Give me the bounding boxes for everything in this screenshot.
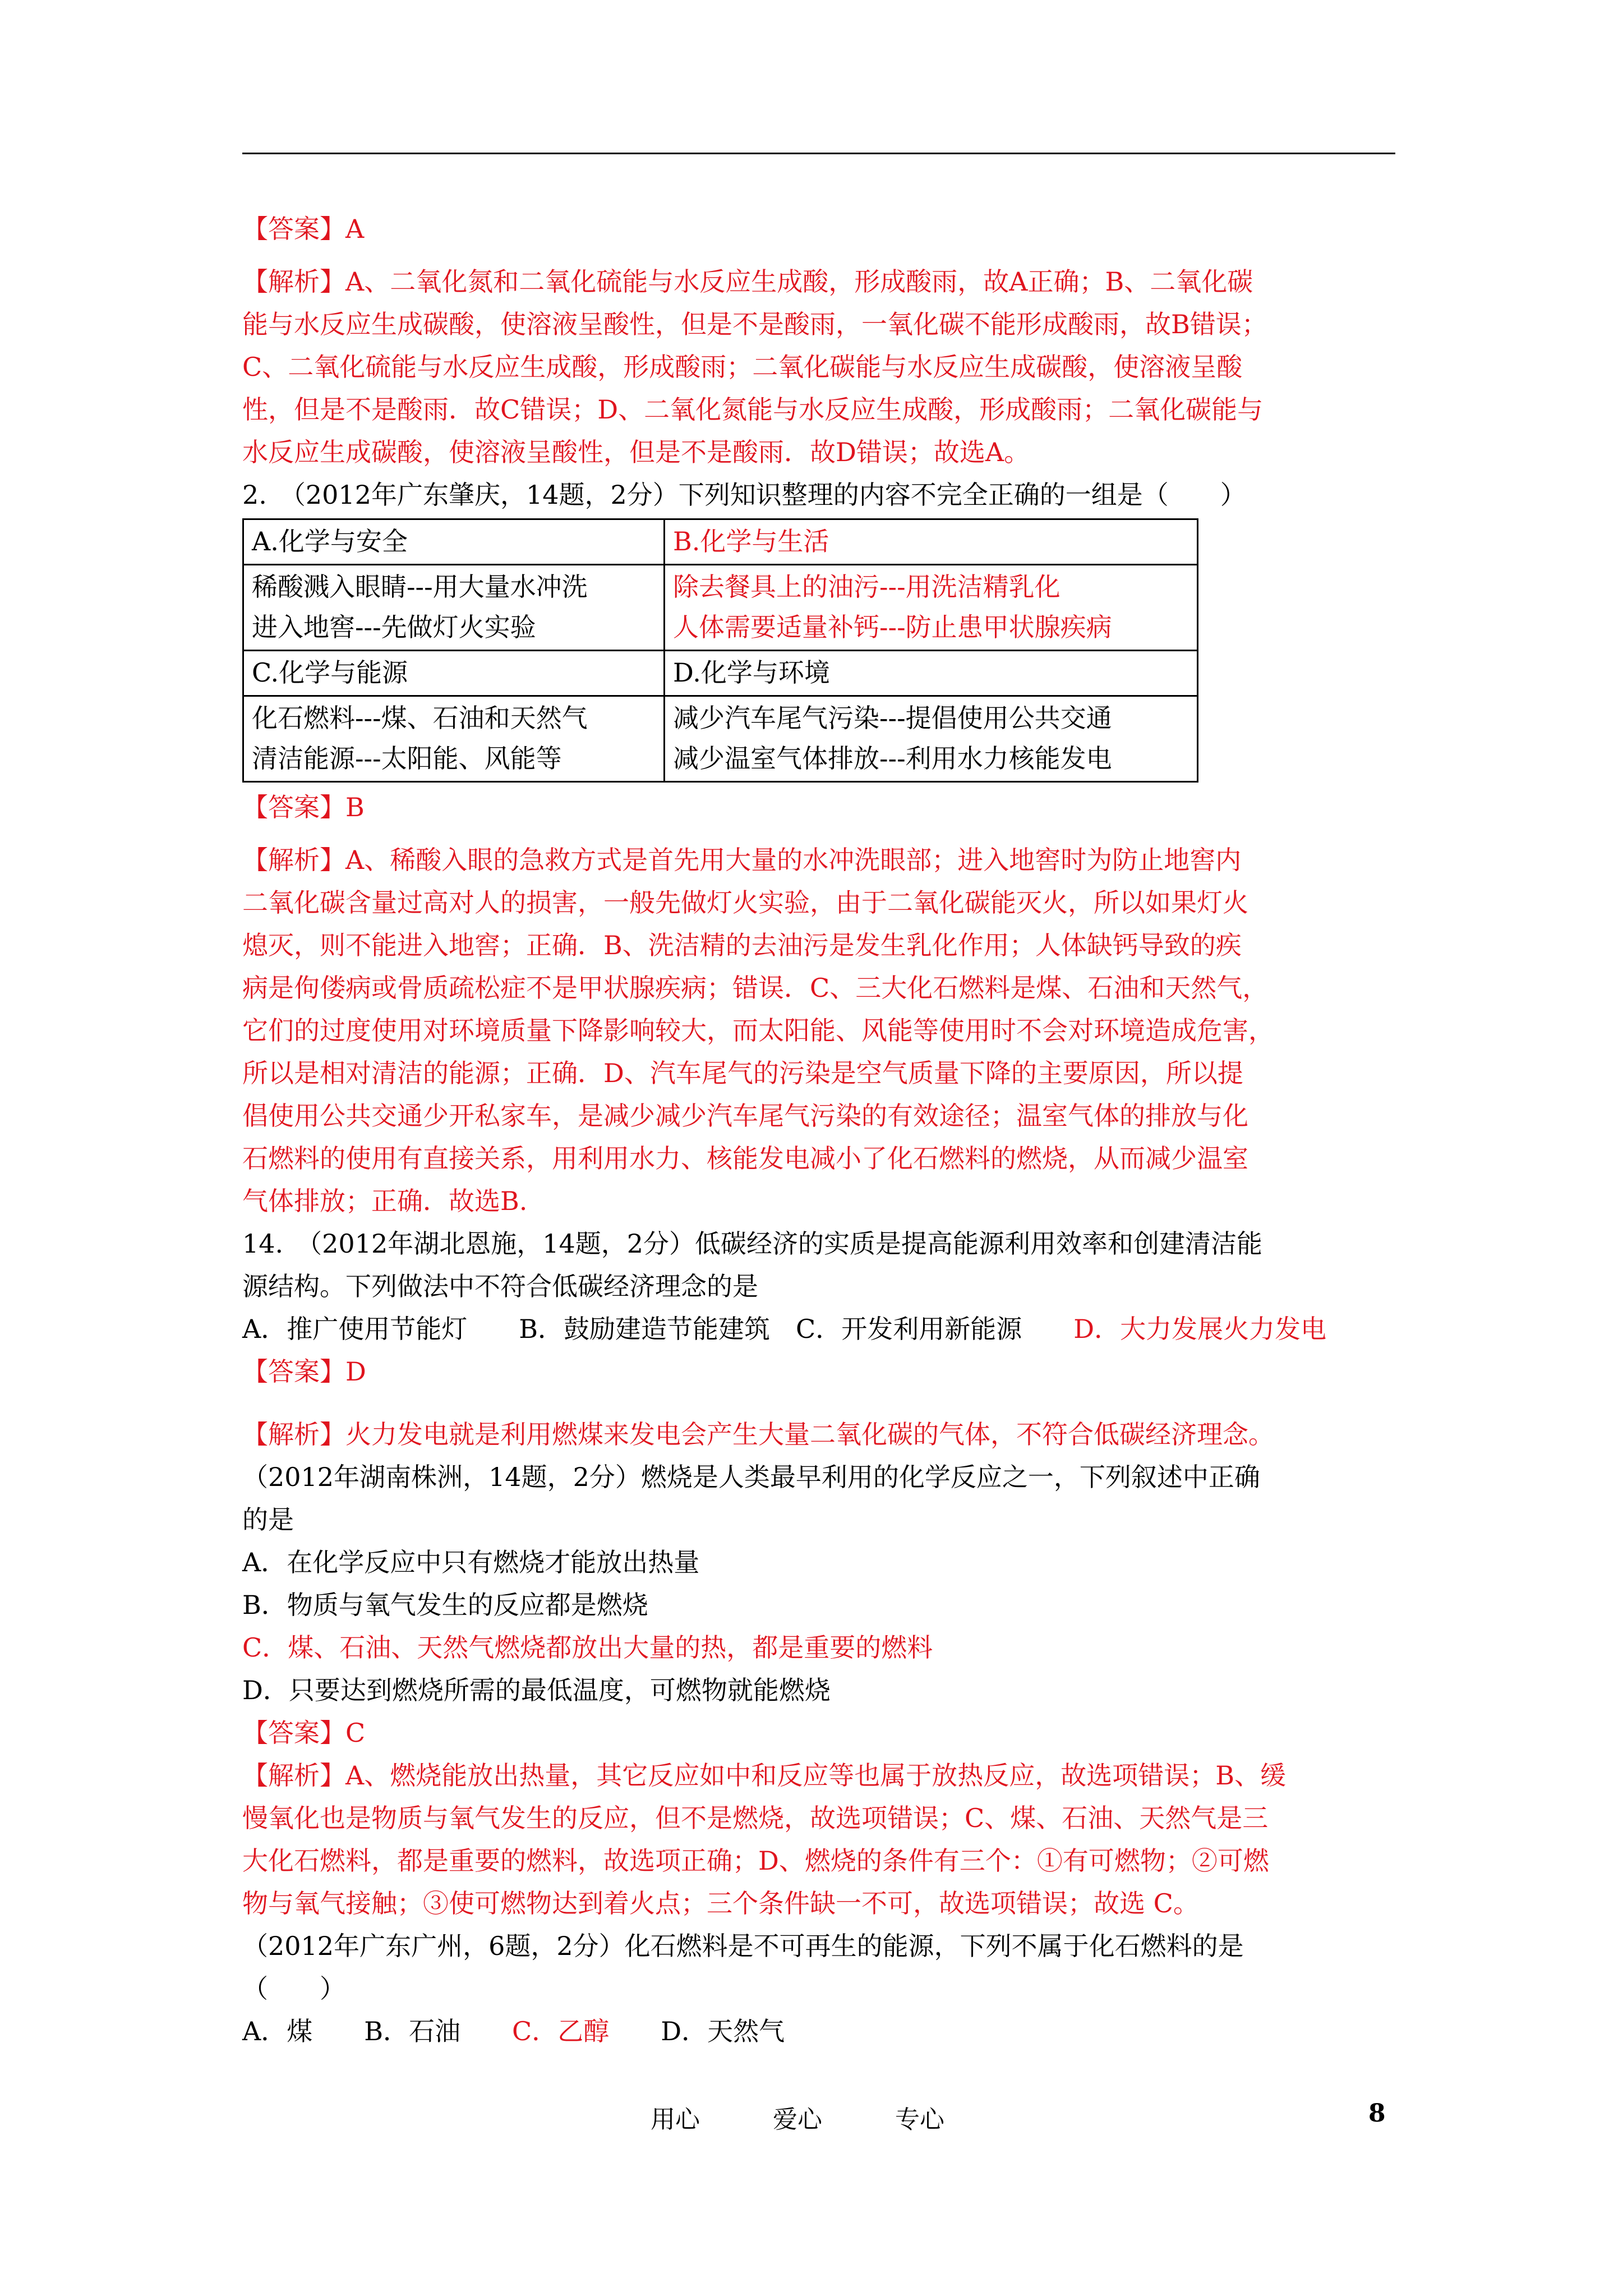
question-stem: （2012年广东广州，6题，2分）化石燃料是不可再生的能源，下列不属于化石燃料的是 xyxy=(242,1931,1244,1961)
question-stem: 2. （2012年广东肇庆，14题，2分）下列知识整理的内容不完全正确的一组是（ ） xyxy=(242,480,1246,510)
analysis-line: 病是佝偻病或骨质疏松症不是甲状腺疾病；错误．C、三大化石燃料是煤、石油和天然气， xyxy=(242,973,1269,1003)
analysis-line: 水反应生成碳酸，使溶液呈酸性，但是不是酸雨．故D错误；故选A。 xyxy=(242,437,1030,467)
analysis-line: C、二氧化硫能与水反应生成酸，形成酸雨；二氧化碳能与水反应生成碳酸，使溶液呈酸 xyxy=(242,352,1243,382)
table-line: 减少温室气体排放---利用水力核能发电 xyxy=(673,743,1112,774)
option-c: C．煤、石油、天然气燃烧都放出大量的热，都是重要的燃料 xyxy=(242,1632,933,1663)
table-cell-c-body xyxy=(243,696,665,782)
option-a: A．在化学反应中只有燃烧才能放出热量 xyxy=(242,1547,700,1577)
analysis-line: 二氧化碳含量过高对人的损害，一般先做灯火实验，由于二氧化碳能灭火，所以如果灯火 xyxy=(242,887,1248,918)
table-cell-c-head: C.化学与能源 xyxy=(243,651,665,696)
analysis-line: 它们的过度使用对环境质量下降影响较大，而太阳能、风能等使用时不会对环境造成危害， xyxy=(242,1015,1274,1046)
header-rule xyxy=(242,153,1395,154)
table-cell-b-body xyxy=(665,565,1198,651)
option-c: C．开发利用新能源 xyxy=(796,1314,1074,1344)
option-c: C．乙醇 xyxy=(512,2016,661,2046)
table-line: 除去餐具上的油污---用洗洁精乳化 xyxy=(673,572,1061,602)
table-cell-d-body xyxy=(665,696,1198,782)
analysis-line: 熄灭，则不能进入地窖；正确．B、洗洁精的去油污是发生乳化作用；人体缺钙导致的疾 xyxy=(242,930,1242,960)
option-a: A．煤 xyxy=(242,2016,365,2046)
answer-label: 【答案】A xyxy=(242,214,365,244)
analysis-line: 【解析】A、稀酸入眼的急救方式是首先用大量的水冲洗眼部；进入地窖时为防止地窖内 xyxy=(242,845,1242,875)
page-content xyxy=(242,208,1398,2053)
table-line: 清洁能源---太阳能、风能等 xyxy=(252,743,562,774)
footer-motto xyxy=(651,2099,1017,2135)
analysis-line: 【解析】A、二氧化氮和二氧化硫能与水反应生成酸，形成酸雨，故A正确；B、二氧化碳 xyxy=(242,266,1253,297)
option-d: D．只要达到燃烧所需的最低温度，可燃物就能燃烧 xyxy=(242,1675,831,1705)
answer-label: 【答案】D xyxy=(242,1356,366,1387)
option-d: D．天然气 xyxy=(661,2016,785,2046)
answer-label: 【答案】B xyxy=(242,792,365,822)
table-cell-a-body xyxy=(243,565,665,651)
table-cell-a-head: A.化学与安全 xyxy=(243,519,665,565)
page-number: 8 xyxy=(1368,2099,1386,2128)
analysis-line: 【解析】火力发电就是利用燃煤来发电会产生大量二氧化碳的气体，不符合低碳经济理念。 xyxy=(242,1419,1274,1450)
footer-word: 专心 xyxy=(895,2105,944,2134)
analysis-line: 物与氧气接触；③使可燃物达到着火点；三个条件缺一不可，故选项错误；故选 C。 xyxy=(242,1888,1199,1918)
knowledge-table xyxy=(242,518,1198,783)
question-stem: 源结构。下列做法中不符合低碳经济理念的是 xyxy=(242,1271,758,1301)
analysis-line: 所以是相对清洁的能源；正确．D、汽车尾气的污染是空气质量下降的主要原因，所以提 xyxy=(242,1058,1243,1088)
question-stem: （2012年湖南株洲，14题，2分）燃烧是人类最早利用的化学反应之一，下列叙述中正确 xyxy=(242,1462,1260,1492)
table-line: 稀酸溅入眼睛---用大量水冲洗 xyxy=(252,572,588,602)
table-cell-d-head: D.化学与环境 xyxy=(665,651,1198,696)
analysis-line: 【解析】A、燃烧能放出热量，其它反应如中和反应等也属于放热反应，故选项错误；B、缓 xyxy=(242,1760,1287,1791)
analysis-line: 气体排放；正确．故选B. xyxy=(242,1186,528,1216)
option-a: A．推广使用节能灯 xyxy=(242,1314,519,1344)
table-line: 人体需要适量补钙---防止患甲状腺疾病 xyxy=(673,612,1112,642)
question-stem: （ ） xyxy=(242,1973,345,2004)
table-line: 进入地窖---先做灯火实验 xyxy=(252,612,536,642)
table-line: 化石燃料---煤、石油和天然气 xyxy=(252,703,588,733)
analysis-line: 性，但是不是酸雨．故C错误；D、二氧化氮能与水反应生成酸，形成酸雨；二氧化碳能与 xyxy=(242,394,1264,425)
options-row xyxy=(242,2010,1398,2053)
analysis-line: 倡使用公共交通少开私家车，是减少减少汽车尾气污染的有效途径；温室气体的排放与化 xyxy=(242,1101,1248,1131)
footer-word: 用心 xyxy=(651,2105,700,2134)
option-b: B．鼓励建造节能建筑 xyxy=(519,1314,796,1344)
footer-word: 爱心 xyxy=(773,2105,822,2134)
option-b: B．石油 xyxy=(364,2016,513,2046)
analysis-line: 大化石燃料，都是重要的燃料，故选项正确；D、燃烧的条件有三个：①有可燃物；②可燃 xyxy=(242,1846,1269,1876)
question-stem: 14. （2012年湖北恩施，14题，2分）低碳经济的实质是提高能源利用效率和创建清洁能 xyxy=(242,1228,1263,1259)
table-line: 减少汽车尾气污染---提倡使用公共交通 xyxy=(673,703,1112,733)
analysis-line: 能与水反应生成碳酸，使溶液呈酸性，但是不是酸雨，一氧化碳不能形成酸雨，故B错误； xyxy=(242,309,1267,339)
analysis-line: 石燃料的使用有直接关系，用利用水力、核能发电减小了化石燃料的燃烧，从而减少温室 xyxy=(242,1143,1248,1174)
question-stem: 的是 xyxy=(242,1504,294,1535)
analysis-line: 慢氧化也是物质与氧气发生的反应，但不是燃烧，故选项错误；C、煤、石油、天然气是三 xyxy=(242,1803,1269,1833)
table-cell-b-head: B.化学与生活 xyxy=(665,519,1198,565)
answer-label: 【答案】C xyxy=(242,1718,366,1748)
option-d: D．大力发展火力发电 xyxy=(1073,1314,1327,1344)
options-row xyxy=(242,1308,1398,1350)
option-b: B．物质与氧气发生的反应都是燃烧 xyxy=(242,1590,648,1620)
